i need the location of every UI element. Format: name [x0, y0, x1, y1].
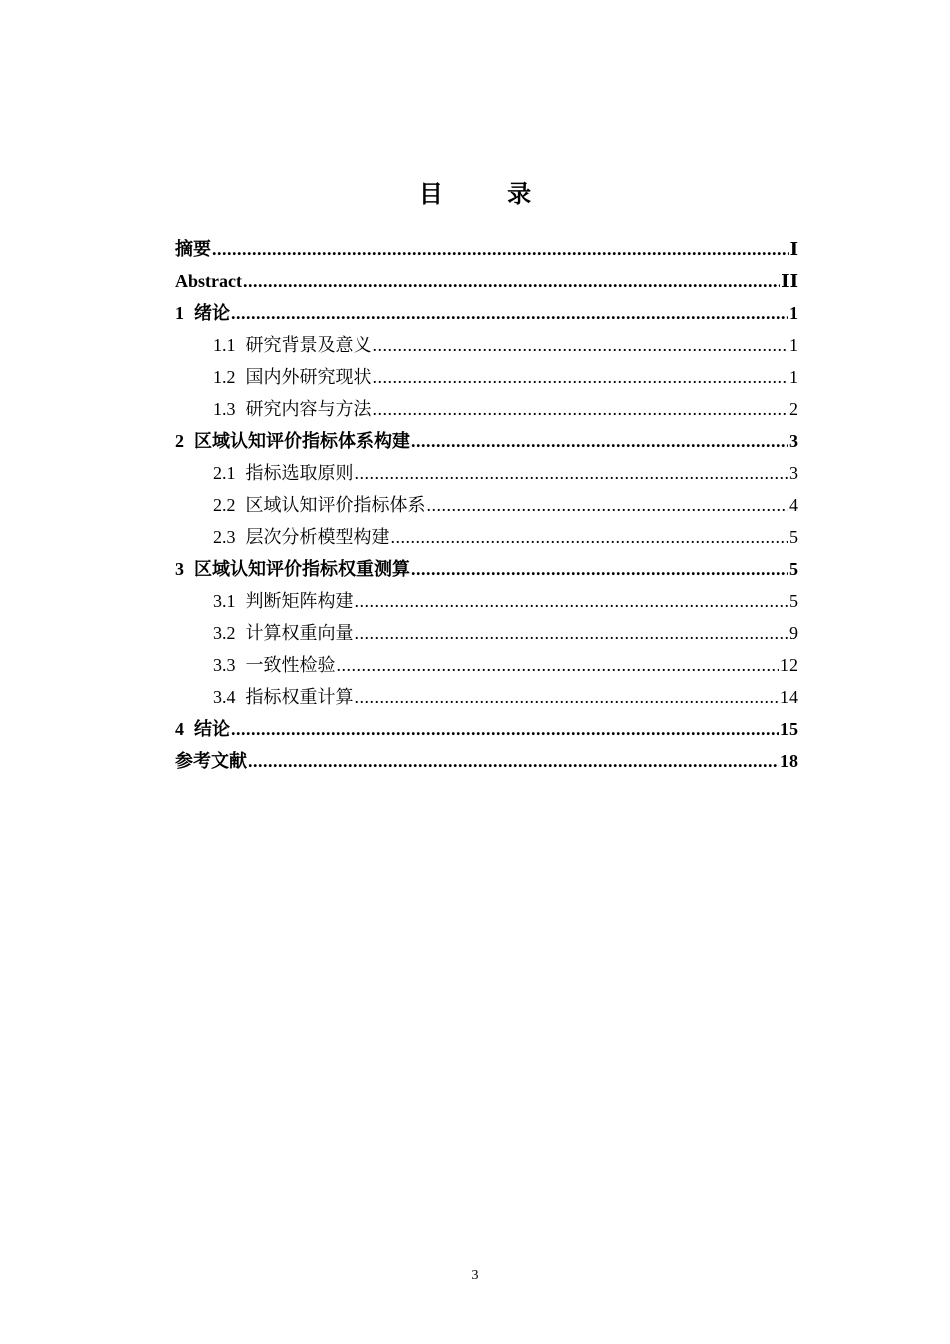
toc-page-number: 18: [780, 751, 798, 771]
toc-entry-number: 3: [175, 559, 184, 579]
toc-dot-leader: [231, 713, 779, 745]
toc-dot-leader: [355, 457, 789, 489]
toc-entry-number: 3.4: [213, 687, 236, 707]
toc-dot-leader: [373, 329, 789, 361]
toc-page-number: 1: [789, 303, 798, 323]
toc-dot-leader: [231, 297, 788, 329]
toc-entry-number: 4: [175, 719, 184, 739]
toc-entry-section-2-2[interactable]: [175, 489, 798, 521]
toc-entry-title: 区域认知评价指标体系构建: [194, 431, 410, 451]
toc-page-number: 3: [789, 463, 798, 483]
toc-entry-section-1-2[interactable]: [175, 361, 798, 393]
toc-entry-title: 参考文献: [175, 751, 247, 771]
toc-entry-section-2-1[interactable]: [175, 457, 798, 489]
toc-entry-number: 2.1: [213, 463, 236, 483]
toc-entry-title: 区域认知评价指标体系: [245, 495, 426, 515]
toc-entry-chapter-1[interactable]: [175, 297, 798, 329]
toc-entry-title: 研究背景及意义: [245, 335, 372, 355]
toc-dot-leader: [391, 521, 789, 553]
toc-entry-title: 结论: [194, 719, 230, 739]
toc-entry-number: 3.3: [213, 655, 236, 675]
toc-entry-references[interactable]: [175, 745, 798, 777]
toc-entry-number: 2: [175, 431, 184, 451]
toc-page-number: 5: [789, 591, 798, 611]
toc-entry-abstract-en[interactable]: [175, 265, 798, 297]
toc-entry-title: Abstract: [175, 271, 242, 291]
toc-page-number: 5: [789, 559, 798, 579]
page-title: 目 录: [418, 180, 560, 208]
toc-entry-title: 一致性检验: [245, 655, 336, 675]
toc-entry-title: 层次分析模型构建: [245, 527, 390, 547]
toc-entry-title: 指标权重计算: [245, 687, 354, 707]
toc-entry-section-3-2[interactable]: [175, 617, 798, 649]
toc-page-number: 1: [789, 335, 798, 355]
toc-dot-leader: [411, 425, 788, 457]
toc-dot-leader: [427, 489, 789, 521]
toc-entry-section-3-1[interactable]: [175, 585, 798, 617]
toc-page-number: 4: [789, 495, 798, 515]
toc-entry-title: 区域认知评价指标权重测算: [194, 559, 410, 579]
toc-entry-title: 判断矩阵构建: [245, 591, 354, 611]
toc-entry-section-1-3[interactable]: [175, 393, 798, 425]
toc-entry-number: 1: [175, 303, 184, 323]
table-of-contents: [175, 233, 798, 777]
toc-entry-section-2-3[interactable]: [175, 521, 798, 553]
toc-page-number: 15: [780, 719, 798, 739]
toc-entry-number: 3.2: [213, 623, 236, 643]
toc-dot-leader: [411, 553, 788, 585]
page-footer-number: 3: [471, 1268, 479, 1283]
toc-entry-chapter-2[interactable]: [175, 425, 798, 457]
toc-dot-leader: [355, 617, 789, 649]
toc-entry-number: 1.2: [213, 367, 236, 387]
toc-page-number: 12: [780, 655, 798, 675]
toc-entry-section-3-4[interactable]: [175, 681, 798, 713]
toc-entry-number: 2.3: [213, 527, 236, 547]
toc-page-number: 1: [789, 367, 798, 387]
toc-page-number: Ⅰ: [789, 239, 798, 259]
toc-entry-number: 3.1: [213, 591, 236, 611]
toc-entry-title: 指标选取原则: [245, 463, 354, 483]
toc-dot-leader: [212, 233, 789, 265]
toc-entry-abstract-cn[interactable]: [175, 233, 798, 265]
toc-page-number: 2: [789, 399, 798, 419]
toc-entry-title: 国内外研究现状: [245, 367, 372, 387]
toc-page-number: 5: [789, 527, 798, 547]
toc-entry-title: 计算权重向量: [245, 623, 354, 643]
toc-page-number: 14: [780, 687, 798, 707]
toc-entry-chapter-3[interactable]: [175, 553, 798, 585]
toc-dot-leader: [248, 745, 779, 777]
toc-entry-title: 研究内容与方法: [245, 399, 372, 419]
toc-entry-section-1-1[interactable]: [175, 329, 798, 361]
toc-entry-number: 2.2: [213, 495, 236, 515]
toc-entry-chapter-4[interactable]: [175, 713, 798, 745]
toc-entry-section-3-3[interactable]: [175, 649, 798, 681]
toc-entry-number: 1.1: [213, 335, 236, 355]
toc-entry-number: 1.3: [213, 399, 236, 419]
toc-dot-leader: [355, 681, 780, 713]
toc-dot-leader: [243, 265, 780, 297]
toc-page-number: 3: [789, 431, 798, 451]
toc-dot-leader: [373, 393, 789, 425]
toc-dot-leader: [355, 585, 789, 617]
toc-dot-leader: [337, 649, 780, 681]
toc-page-number: ⅠⅠ: [781, 271, 798, 291]
toc-entry-title: 绪论: [194, 303, 230, 323]
toc-dot-leader: [373, 361, 789, 393]
toc-entry-title: 摘要: [175, 239, 211, 259]
toc-page-number: 9: [789, 623, 798, 643]
